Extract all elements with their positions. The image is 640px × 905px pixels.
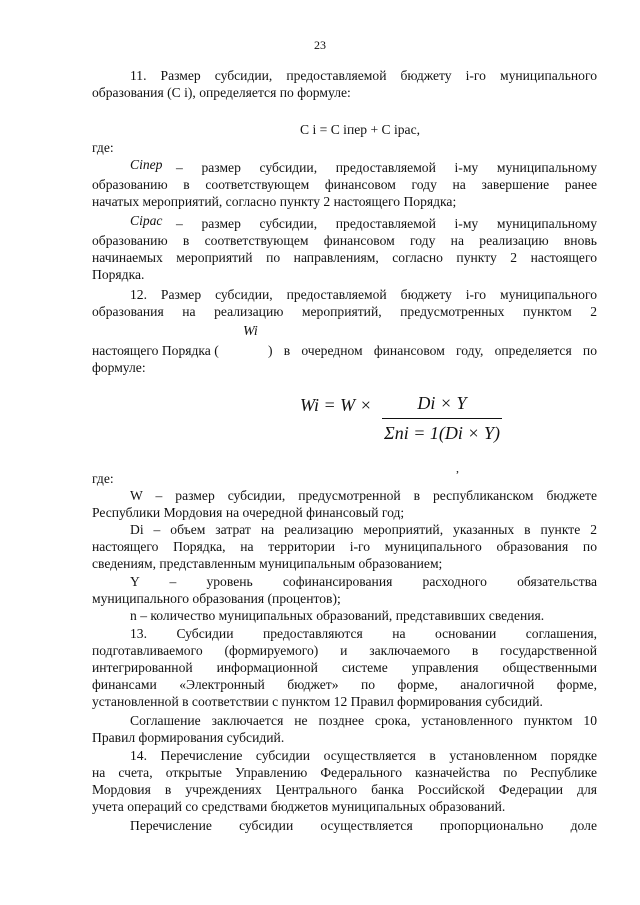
p14-line-2: на счета, открытые Управлению Федерального казначейства по Республике	[92, 765, 597, 780]
p11-line-2: образования (С i), определяется по формуле:	[92, 85, 351, 100]
page-number: 23	[314, 38, 326, 52]
def-y-line-1: Y – уровень софинансирования расходного обязательства	[130, 574, 597, 589]
def-d-line-1: Di – объем затрат на реализацию мероприятий, указанных в пункте 2	[130, 522, 597, 537]
cipac-symbol: Сiрас	[130, 213, 163, 228]
formula-wi	[300, 393, 500, 443]
def-d-line-3: сведениям, представленным муниципальным образованием;	[92, 556, 443, 571]
formula-lhs: Wi = W ×	[300, 395, 372, 415]
ciper-line-3: начатых мероприятий, согласно пункту 2 настоящего Порядка;	[92, 194, 457, 209]
p13-line-4: финансами «Электронный бюджет» по форме, аналогичной форме,	[92, 677, 597, 692]
ciper-line-1: – размер субсидии, предоставляемой i-му муниципальному	[176, 160, 597, 175]
formula-fraction	[382, 393, 502, 444]
p12-line-2: образования на реализацию мероприятий, предусмотренных пунктом 2	[92, 304, 597, 319]
p12-line-1: 12. Размер субсидии, предоставляемой бюджету i-го муниципального	[130, 287, 597, 302]
where-label-2: где:	[92, 471, 114, 486]
where-label-1: где:	[92, 140, 114, 155]
p13-line-7: Правил формирования субсидий.	[92, 730, 285, 745]
p13-line-3: интегрированной информационной системе управления общественными	[92, 660, 597, 675]
p13-line-1: 13. Субсидии предоставляются на основании соглашения,	[130, 626, 597, 641]
formula-denominator: Σni = 1(Di × Y)	[384, 423, 500, 443]
p11-line-1: 11. Размер субсидии, предоставляемой бюджету i-го муниципального	[130, 68, 597, 83]
p14-line-3: Мордовия в учреждениях Центрального банка Российской Федерации для	[92, 782, 597, 797]
p13-line-5: установленной в соответствии с пунктом 12 Правил формирования субсидий.	[92, 694, 543, 709]
p12-line-3a: настоящего Порядка (	[92, 343, 219, 358]
def-n-line-1: n – количество муниципальных образований, представивших сведения.	[130, 608, 545, 623]
cipac-line-4: Порядка.	[92, 267, 145, 282]
p14-line-5: Перечисление субсидии осуществляется пропорционально доле	[130, 818, 597, 833]
cipac-line-3: начинаемых мероприятий по направлениям, согласно пункту 2 настоящего	[92, 250, 597, 265]
def-w-line-1: W – размер субсидии, предусмотренной в республиканском бюджете	[130, 488, 597, 503]
cipac-line-2: образованию в соответствующем финансовом году на реализацию вновь	[92, 233, 597, 248]
formula-numerator: Di × Y	[382, 393, 502, 419]
p12-line-3b: ) в очередном финансовом году, определяется по	[268, 343, 597, 358]
def-y-line-2: муниципального образования (процентов);	[92, 591, 341, 606]
p13-line-2: подготавливаемого (формируемого) и заключаемого в государственной	[92, 643, 597, 658]
p12-line-4: формуле:	[92, 360, 146, 375]
formula-comma: ,	[456, 461, 459, 475]
p14-line-4: учета операций со средствами бюджетов муниципальных образований.	[92, 799, 506, 814]
def-d-line-2: настоящего Порядка, на территории i-го муниципального образования по	[92, 539, 597, 554]
cipac-line-1: – размер субсидии, предоставляемой i-му муниципальному	[176, 216, 597, 231]
def-w-line-2: Республики Мордовия на очередной финансовый год;	[92, 505, 405, 520]
p14-line-1: 14. Перечисление субсидии осуществляется в установленном порядке	[130, 748, 597, 763]
formula-c-i: С i = С iпер + С iрас,	[300, 122, 421, 137]
ciper-symbol: Сiпер	[130, 157, 163, 172]
wi-symbol: Wi	[243, 324, 258, 339]
ciper-line-2: образованию в соответствующем финансовом году на завершение ранее	[92, 177, 597, 192]
p13-line-6: Соглашение заключается не позднее срока, установленного пунктом 10	[130, 713, 597, 728]
